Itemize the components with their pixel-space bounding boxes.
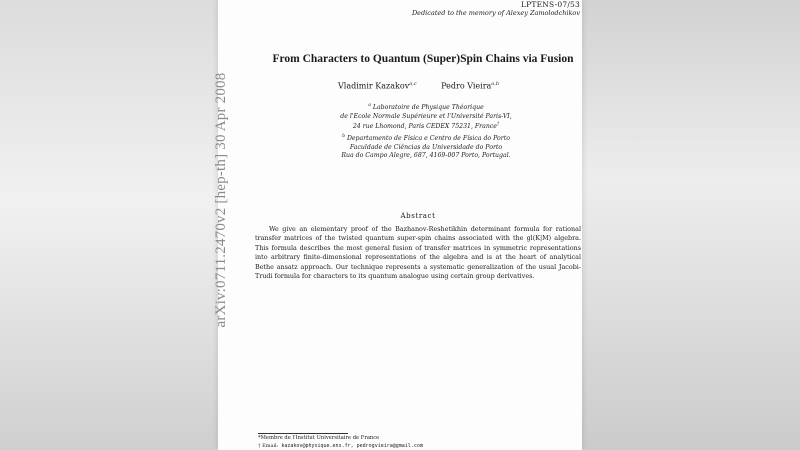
affiliation: $^a$ Laboratoire de Physique Théorique de l'Ecole Normale Supérieure et l'Université Paris-VI, 24 rue Lhomond, Paris CEDEX 75231, France†: [340, 103, 512, 131]
author-sup: a,c: [409, 81, 417, 87]
background-right: [582, 0, 800, 450]
abstract-heading: Abstract: [400, 212, 436, 220]
footnote-email: † Email: kazakov@physique.ens.fr, pedrogvieira@gmail.com: [258, 443, 423, 449]
abstract-text: We give an elementary proof of the Bazhanov-Reshetikhin determinant formula for rational transfer matrices of the twisted quantum super-spin chains associated with the gl(K|M) algebra. This formula describes the most general fusion of transfer matrices in symmetric representations into arbitrary finite-dimensional representations of the algebra and is at the heart of analytical Bethe ansatz approach. Our technique represents a systematic generalization of the usual Jacobi-Trudi formula for characters to its quantum analogue using certain group derivatives.: [255, 225, 581, 281]
author-name: Pedro Vieira: [441, 81, 492, 91]
author-sup: a,b: [491, 81, 500, 87]
dedication: Dedicated to the memory of Alexey Zamolodchikov: [411, 9, 580, 17]
footnote-divider: [258, 433, 348, 434]
footnote: *Membre de l'Institut Universitaire de France: [258, 435, 380, 441]
affiliation: $^b$ Departamento de Física e Centro de Física do Porto Faculdade de Ciências da Universidade do Porto Rua do Campo Alegre, 687, 4169-007 Porto, Portugal.: [341, 134, 511, 160]
author-list: [338, 81, 499, 91]
report-number: LPTENS-07/53: [520, 0, 580, 9]
author-name: Vladimir Kazakov: [338, 81, 410, 91]
arxiv-stamp: arXiv:0711.2470v2 [hep-th] 30 Apr 2008: [213, 72, 229, 328]
paper-title: From Characters to Quantum (Super)Spin Chains via Fusion: [272, 53, 574, 65]
paper-page: [213, 0, 582, 450]
background-left: [0, 0, 218, 450]
